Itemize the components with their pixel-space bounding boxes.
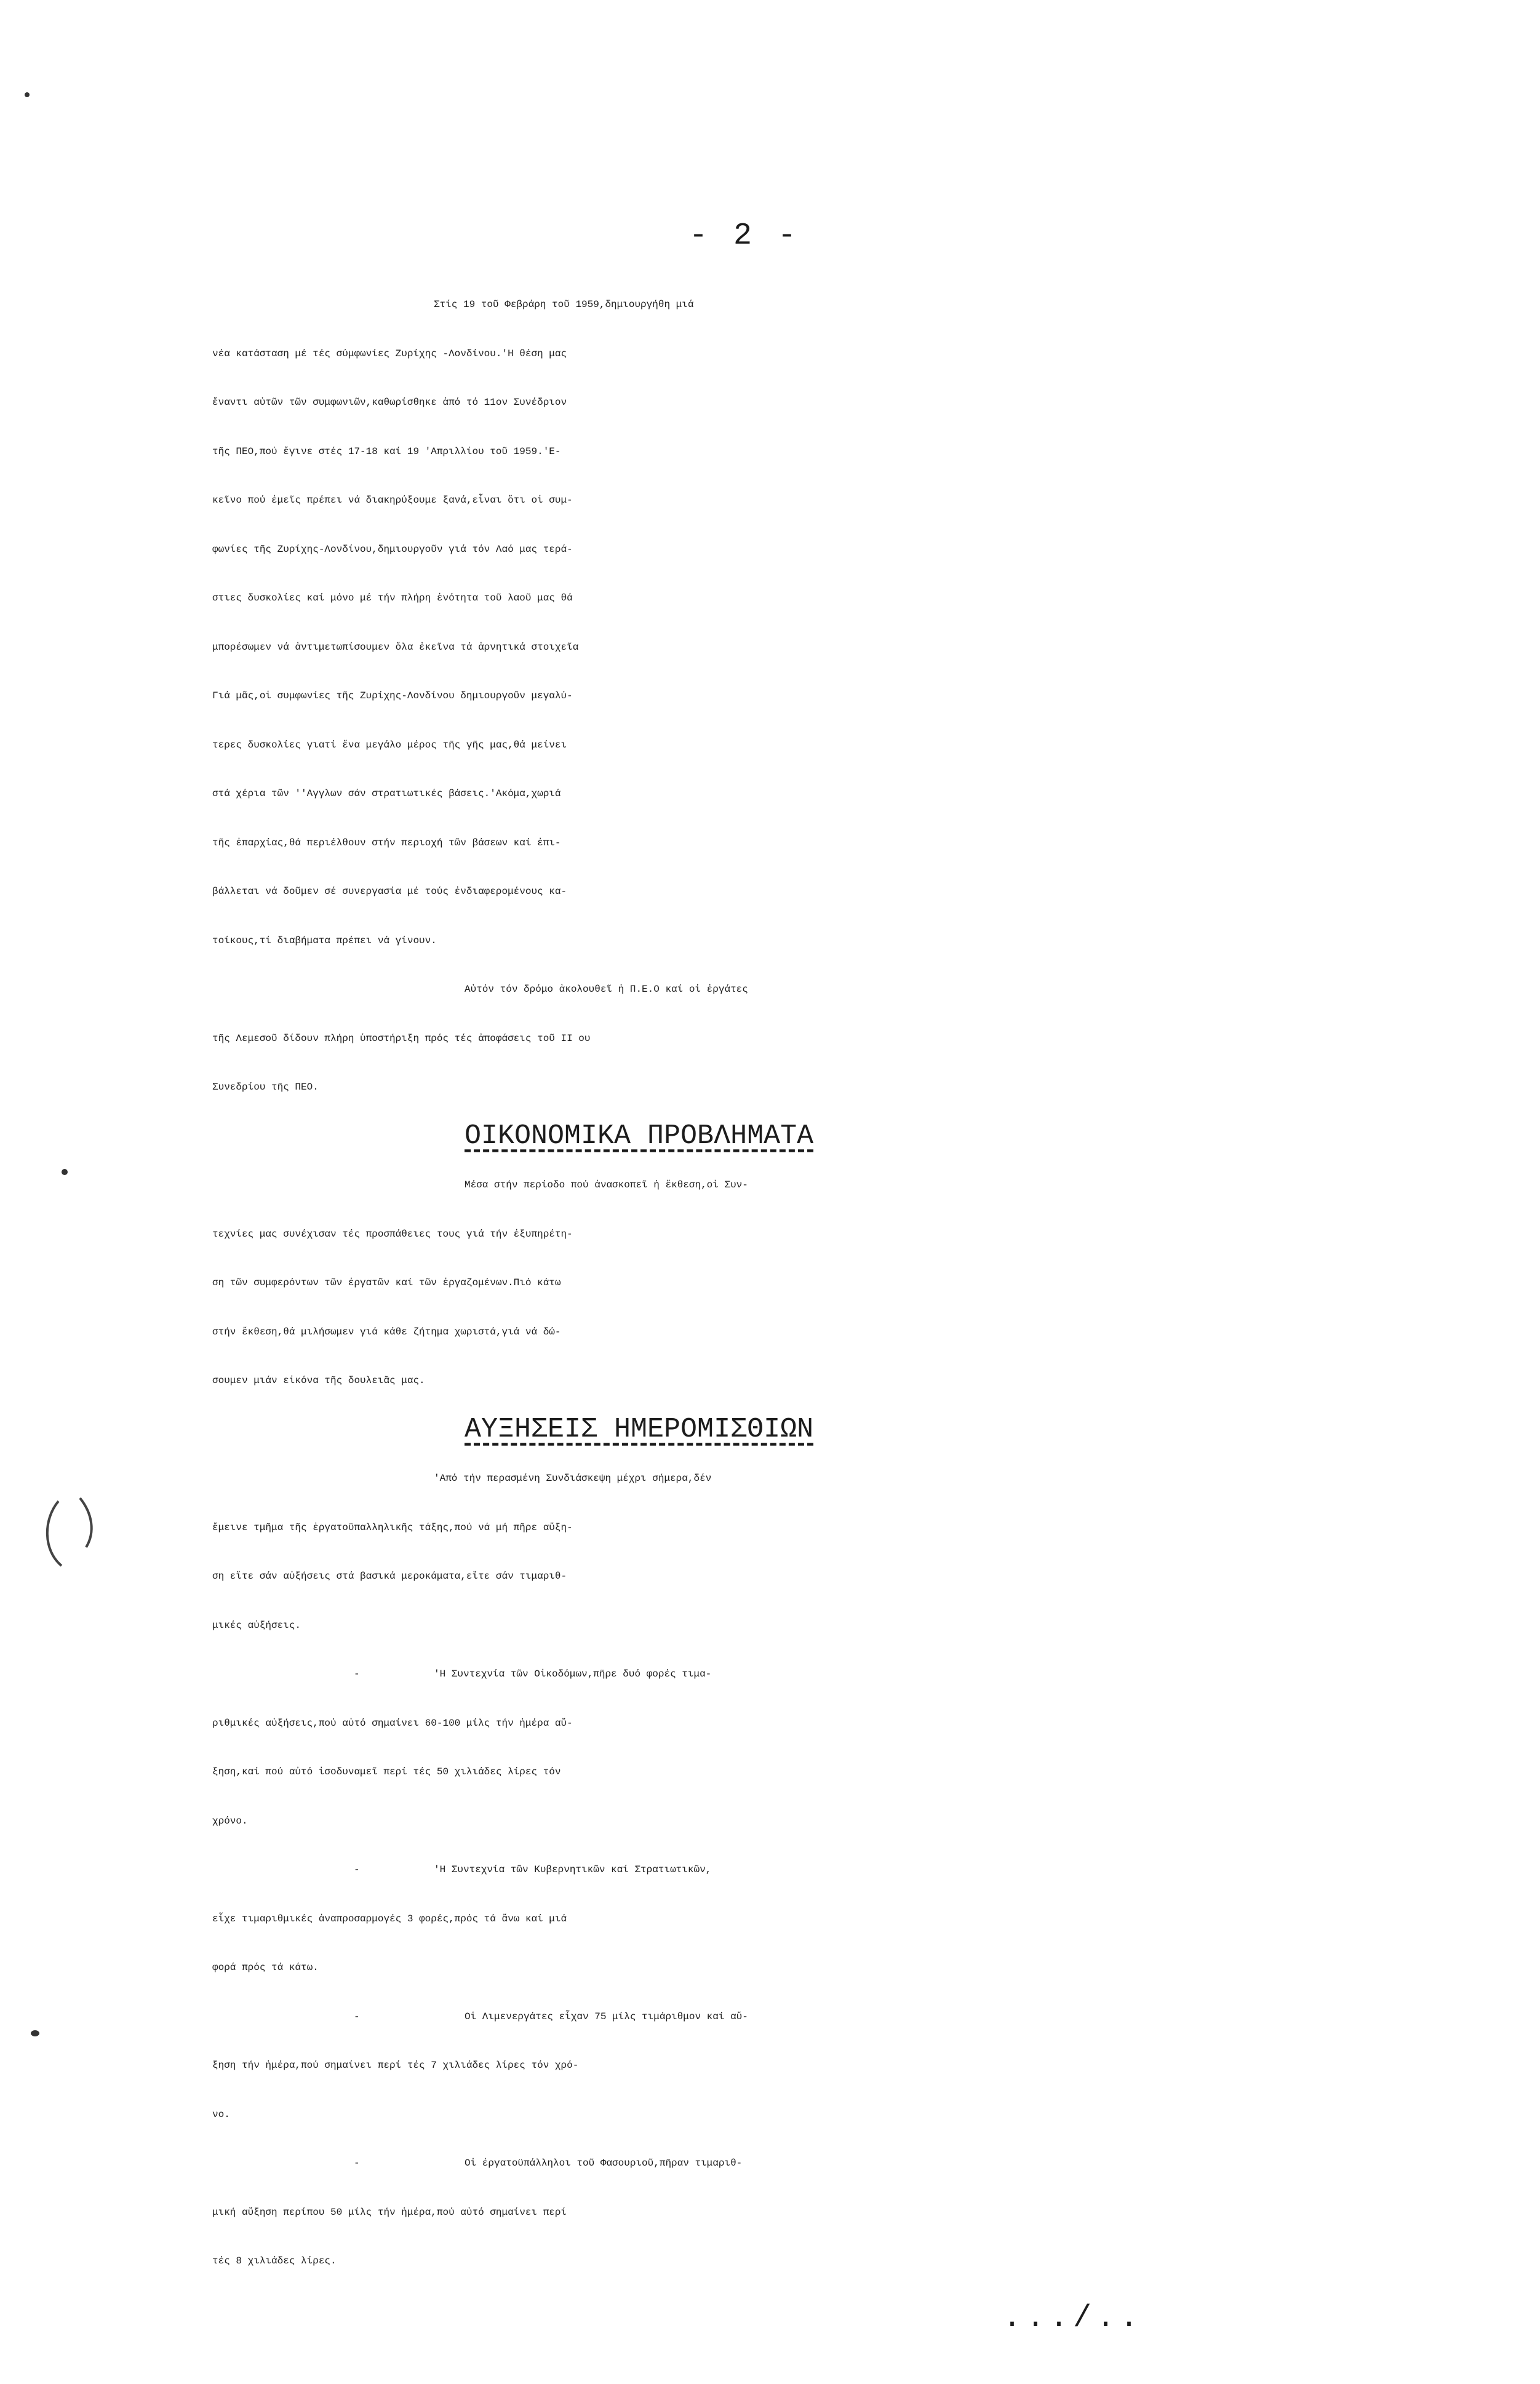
text-line: τές 8 χιλιάδες λίρες.	[212, 2255, 337, 2266]
text-line: τῆς ἐπαρχίας,θά περιέλθουν στήν περιοχή τῶν βάσεων καί ἐπι-	[212, 837, 561, 848]
list-dash: -	[354, 1668, 360, 1680]
text-line: τερες δυσκολίες γιατί ἕνα μεγάλο μέρος τῆς γῆς μας,θά μείνει	[212, 740, 567, 751]
scan-speck	[62, 1169, 68, 1175]
text-line: χρόνο.	[212, 1816, 248, 1827]
text-line: φωνίες τῆς Ζυρίχης-Λονδίνου,δημιουργοῦν γιά τόν Λαό μας τερά-	[212, 544, 573, 555]
text-line: Στίς 19 τοῦ Φεβράρη τοῦ 1959,δημιουργήθη μιά	[434, 299, 694, 310]
text-line: στήν ἔκθεση,θά μιλήσωμεν γιά κάθε ζήτημα χωριστά,γιά νά δώ-	[212, 1326, 561, 1338]
continuation-mark: .../..	[1003, 2301, 1144, 2336]
text-line: τοίκους,τί διαβήματα πρέπει νά γίνουν.	[212, 935, 437, 946]
page-number: - 2 -	[689, 218, 800, 253]
text-line: νέα κατάσταση μέ τές σύμφωνίες Ζυρίχης -Λονδίνου.'Η θέση μας	[212, 348, 567, 359]
text-line: Οἱ Λιμενεργάτες εἶχαν 75 μίλς τιμάριθμον καί αὔ-	[465, 2011, 748, 2022]
text-line: μική αὔξηση περίπου 50 μίλς τήν ἡμέρα,πού αὐτό σημαίνει περί	[212, 2207, 567, 2218]
text-line: ση εἴτε σάν αὐξήσεις στά βασικά μεροκάματα,εἴτε σάν τιμαριθ-	[212, 1571, 567, 1582]
text-line: 'Η Συντεχνία τῶν Οἰκοδόμων,πῆρε δυό φορές τιμα-	[434, 1668, 712, 1680]
text-line: ξηση,καί πού αὐτό ἰσοδυναμεῖ περί τές 50 χιλιάδες λίρες τόν	[212, 1766, 561, 1777]
text-line: 'Η Συντεχνία τῶν Κυβερνητικῶν καί Στρατιωτικῶν,	[434, 1864, 712, 1875]
text-line: ἔμεινε τμῆμα τῆς ἐργατοϋπαλληλικῆς τάξης,πού νά μή πῆρε αὔξη-	[212, 1522, 573, 1533]
text-line: στά χέρια τῶν ''Αγγλων σάν στρατιωτικές βάσεις.'Ακόμα,χωριά	[212, 788, 561, 799]
text-line: Μέσα στήν περίοδο πού ἀνασκοπεῖ ἡ ἔκθεση,οἱ Συν-	[465, 1179, 748, 1190]
section-heading: ΑΥΞΗΣΕΙΣ ΗΜΕΡΟΜΙΣΘΙΩΝ	[465, 1414, 814, 1445]
text-line: τῆς ΠΕΟ,πού ἔγινε στές 17-18 καί 19 'Απριλλίου τοῦ 1959.'Ε-	[212, 446, 561, 457]
list-dash: -	[354, 1864, 360, 1875]
text-line: φορά πρός τά κάτω.	[212, 1962, 319, 1973]
section-heading: ΟΙΚΟΝΟΜΙΚΑ ΠΡΟΒΛΗΜΑΤΑ	[465, 1120, 814, 1152]
handwritten-bracket-mark	[37, 1489, 105, 1575]
scan-speck	[31, 2030, 39, 2036]
text-line: τῆς Λεμεσοῦ δίδουν πλήρη ὑποστήριξη πρός τές ἀποφάσεις τοῦ ΙΙ ου	[212, 1033, 591, 1044]
text-line: ξηση τήν ἡμέρα,πού σημαίνει περί τές 7 χιλιάδες λίρες τόν χρό-	[212, 2060, 579, 2071]
text-line: ριθμικές αὐξήσεις,πού αὐτό σημαίνει 60-100 μίλς τήν ἡμέρα αὔ-	[212, 1718, 573, 1729]
text-line: ση τῶν συμφερόντων τῶν ἐργατῶν καί τῶν ἐργαζομένων.Πιό κάτω	[212, 1277, 561, 1288]
text-line: κεῖνο πού ἐμεῖς πρέπει νά διακηρύξουμε ξανά,εἶναι ὅτι οἱ συμ-	[212, 495, 573, 506]
text-line: εἶχε τιμαριθμικές ἀναπροσαρμογές 3 φορές,πρός τά ἄνω καί μιά	[212, 1913, 567, 1924]
text-line: στιες δυσκολίες καί μόνο μέ τήν πλήρη ἑνότητα τοῦ λαοῦ μας θά	[212, 592, 573, 604]
text-line: βάλλεται νά δοῦμεν σέ συνεργασία μέ τούς ἐνδιαφερομένους κα-	[212, 886, 567, 897]
text-line: Οἱ ἐργατοϋπάλληλοι τοῦ Φασουριοῦ,πῆραν τιμαριθ-	[465, 2158, 743, 2169]
text-line: 'Από τήν περασμένη Συνδιάσκεψη μέχρι σήμερα,δέν	[434, 1473, 712, 1484]
scan-speck	[25, 92, 30, 97]
list-dash: -	[354, 2158, 360, 2169]
text-line: νο.	[212, 2109, 230, 2120]
text-line: τεχνίες μας συνέχισαν τές προσπάθειες τους γιά τήν ἐξυπηρέτη-	[212, 1229, 573, 1240]
text-line: Αὐτόν τόν δρόμο ἀκολουθεῖ ἡ Π.Ε.Ο καί οἱ ἐργάτες	[465, 984, 748, 995]
text-line: ἔναντι αὐτῶν τῶν συμφωνιῶν,καθωρίσθηκε ἀπό τό 11ον Συνέδριον	[212, 397, 567, 408]
text-line: Γιά μᾶς,οἱ συμφωνίες τῆς Ζυρίχης-Λονδίνου δημιουργοῦν μεγαλύ-	[212, 690, 573, 701]
text-line: σουμεν μιάν εἰκόνα τῆς δουλειᾶς μας.	[212, 1375, 425, 1386]
list-dash: -	[354, 2011, 360, 2022]
text-line: μπορέσωμεν νά ἀντιμετωπίσουμεν ὅλα ἐκεῖνα τά ἀρνητικά στοιχεῖα	[212, 642, 579, 653]
text-line: Συνεδρίου τῆς ΠΕΟ.	[212, 1082, 319, 1093]
text-line: μικές αὐξήσεις.	[212, 1620, 301, 1631]
